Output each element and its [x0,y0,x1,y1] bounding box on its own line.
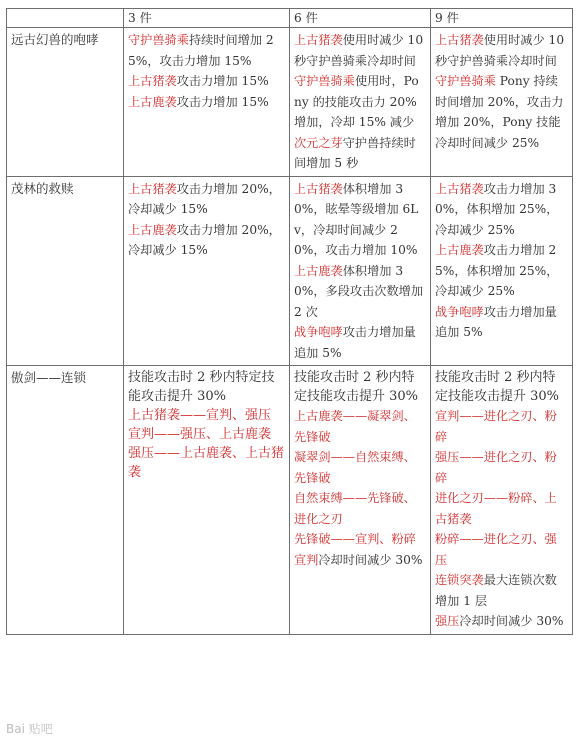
bonus-cell-9 [431,176,573,366]
bonus-intro: 技能攻击时 2 秒内特定技能攻击提升 30% [294,370,419,404]
bonus-cell-9 [431,366,573,635]
set-name: 傲剑——连锁 [7,366,124,635]
chain-entry: 宣判冷却时间减少 30% [294,552,423,567]
bonus-entry: 上古猪袭攻击力增加 15% [128,74,269,88]
bonus-entry: 上古猪袭使用时减少 10 秒守护兽骑乘冷却时间 [294,33,424,68]
chain-entry: 宣判——进化之刃、粉碎 [435,409,557,444]
bonus-intro: 技能攻击时 2 秒内特定技能攻击提升 30% [435,370,560,404]
bonus-cell-3 [124,28,290,177]
header-9-piece: 9 件 [431,9,573,28]
header-row [7,9,573,28]
set-name: 茂林的救赎 [7,176,124,366]
bonus-intro: 技能攻击时 2 秒内特定技能攻击提升 30% [128,370,275,404]
header-blank-cell [7,9,124,28]
chain-entry: 上古鹿袭——凝翠剑、先锋破 [294,409,416,444]
bonus-entry: 守护兽骑乘使用时，Pony 的技能攻击力 20%增加，冷却 15% 减少 [294,74,419,129]
bonus-entry: 上古猪袭使用时减少 10 秒守护兽骑乘冷却时间 [435,33,565,68]
chain-entry: 宣判——强压、上古鹿袭 [128,427,272,442]
chain-entry: 连锁突袭最大连锁次数增加 1 层 [435,573,557,608]
bonus-entry: 次元之芽守护兽持续时间增加 5 秒 [294,135,416,170]
watermark: Bai 贴吧 [6,722,53,736]
chain-entry: 强压冷却时间减少 30% [435,614,564,628]
table-row [7,366,573,635]
bonus-entry: 战争咆哮攻击力增加量追加 5% [435,304,557,339]
table-row [7,176,573,366]
bonus-entry: 上古鹿袭体积增加 30%，多段攻击次数增加 2 次 [294,263,424,319]
set-name: 远古幻兽的咆哮 [7,28,124,177]
bonus-entry: 战争咆哮攻击力增加量追加 5% [294,325,416,360]
bonus-cell-3 [124,366,290,635]
bonus-cell-6 [290,176,431,366]
bonus-entry: 上古鹿袭攻击力增加 20%，冷却减少 15% [128,222,281,257]
bonus-entry: 上古猪袭体积增加 30%，眩晕等级增加 6Lv，冷却时间减少 20%，攻击力增加 10% [294,181,419,257]
bonus-entry: 守护兽骑乘持续时间增加 25%，攻击力增加 15% [128,33,274,68]
chain-entry: 进化之刃——粉碎、上古猪袭 [435,491,557,526]
chain-entry: 粉碎——进化之刃、强压 [435,532,557,567]
bonus-cell-6 [290,28,431,177]
bonus-cell-9 [431,28,573,177]
table-row [7,28,573,177]
bonus-entry: 上古鹿袭攻击力增加 15% [128,94,269,109]
bonus-cell-6 [290,366,431,635]
header-3-piece: 3 件 [124,9,290,28]
chain-entry: 先锋破——宣判、粉碎 [294,532,416,546]
chain-entry: 自然束缚——先锋破、进化之刃 [294,491,416,526]
bonus-entry: 上古鹿袭攻击力增加 25%，体积增加 25%，冷却减少 25% [435,243,559,298]
set-bonus-table [6,8,573,635]
chain-entry: 凝翠剑——自然束缚、先锋破 [294,450,416,485]
header-6-piece: 6 件 [290,9,431,28]
chain-entry: 强压——进化之刃、粉碎 [435,450,557,485]
bonus-cell-3 [124,176,290,366]
bonus-entry: 守护兽骑乘 Pony 持续时间增加 20%，攻击力增加 20%，Pony 技能冷却时间减少 25% [435,74,564,150]
chain-entry: 上古猪袭——宣判、强压 [128,408,272,423]
chain-entry: 强压——上古鹿袭、上古猪袭 [128,446,285,480]
bonus-entry: 上古猪袭攻击力增加 20%，冷却减少 15% [128,181,281,216]
bonus-entry: 上古猪袭攻击力增加 30%，体积增加 25%，冷却减少 25% [435,181,559,237]
